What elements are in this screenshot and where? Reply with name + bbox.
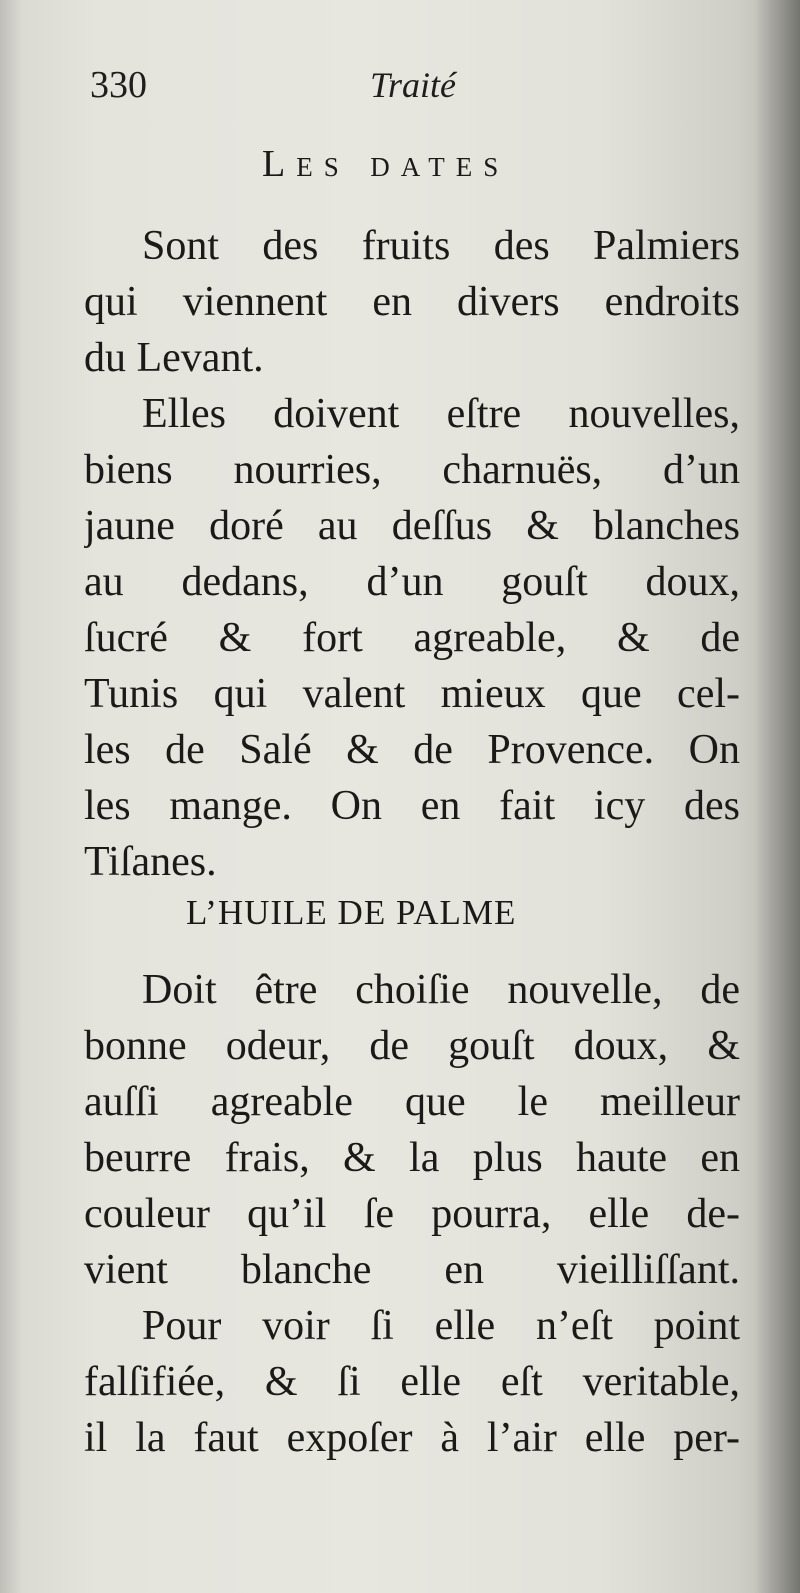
page-left-edge [0, 0, 22, 1593]
text-line: biens nourries, charnuës, d’un [84, 447, 740, 493]
text-line: beurre frais, & la plus haute en [84, 1135, 740, 1181]
running-head: Traité [370, 65, 457, 105]
text-line: falſifiée, & ſi elle eſt veritable, [84, 1359, 740, 1405]
text-line: du Levant. [84, 335, 264, 381]
section-heading-dates: Les dates [262, 143, 510, 185]
text-line: Pour voir ſi elle n’eſt point [142, 1303, 740, 1349]
text-line: Tiſanes. [84, 839, 217, 885]
text-line: les de Salé & de Provence. On [84, 727, 740, 773]
text-line: jaune doré au deſſus & blanches [84, 503, 740, 549]
text-line: au dedans, d’un gouſt doux, [84, 559, 740, 605]
section-body-dates [84, 218, 740, 890]
text-line: Doit être choiſie nouvelle, de [142, 967, 740, 1013]
text-line: il la faut expoſer à l’air elle per- [84, 1415, 740, 1461]
text-line: qui viennent en divers endroits [84, 279, 740, 325]
section-heading-huile-de-palme: L’HUILE DE PALME [186, 893, 517, 932]
page-number: 330 [90, 64, 147, 106]
text-line: couleur qu’il ſe pourra, elle de- [84, 1191, 740, 1237]
text-line: bonne odeur, de gouſt doux, & [84, 1023, 740, 1069]
text-line: Sont des fruits des Palmiers [142, 223, 740, 269]
page-header [90, 62, 730, 112]
text-line: Tunis qui valent mieux que cel- [84, 671, 740, 717]
page-gutter-shadow [754, 0, 800, 1593]
text-line: ſucré & fort agreable, & de [84, 615, 740, 661]
section-body-huile-de-palme [84, 962, 740, 1466]
text-line: auſſi agreable que le meilleur [84, 1079, 740, 1125]
text-line: Elles doivent eſtre nouvelles, [142, 391, 740, 437]
text-line: vient blanche en vieilliſſant. [84, 1247, 740, 1293]
text-line: les mange. On en fait icy des [84, 783, 740, 829]
